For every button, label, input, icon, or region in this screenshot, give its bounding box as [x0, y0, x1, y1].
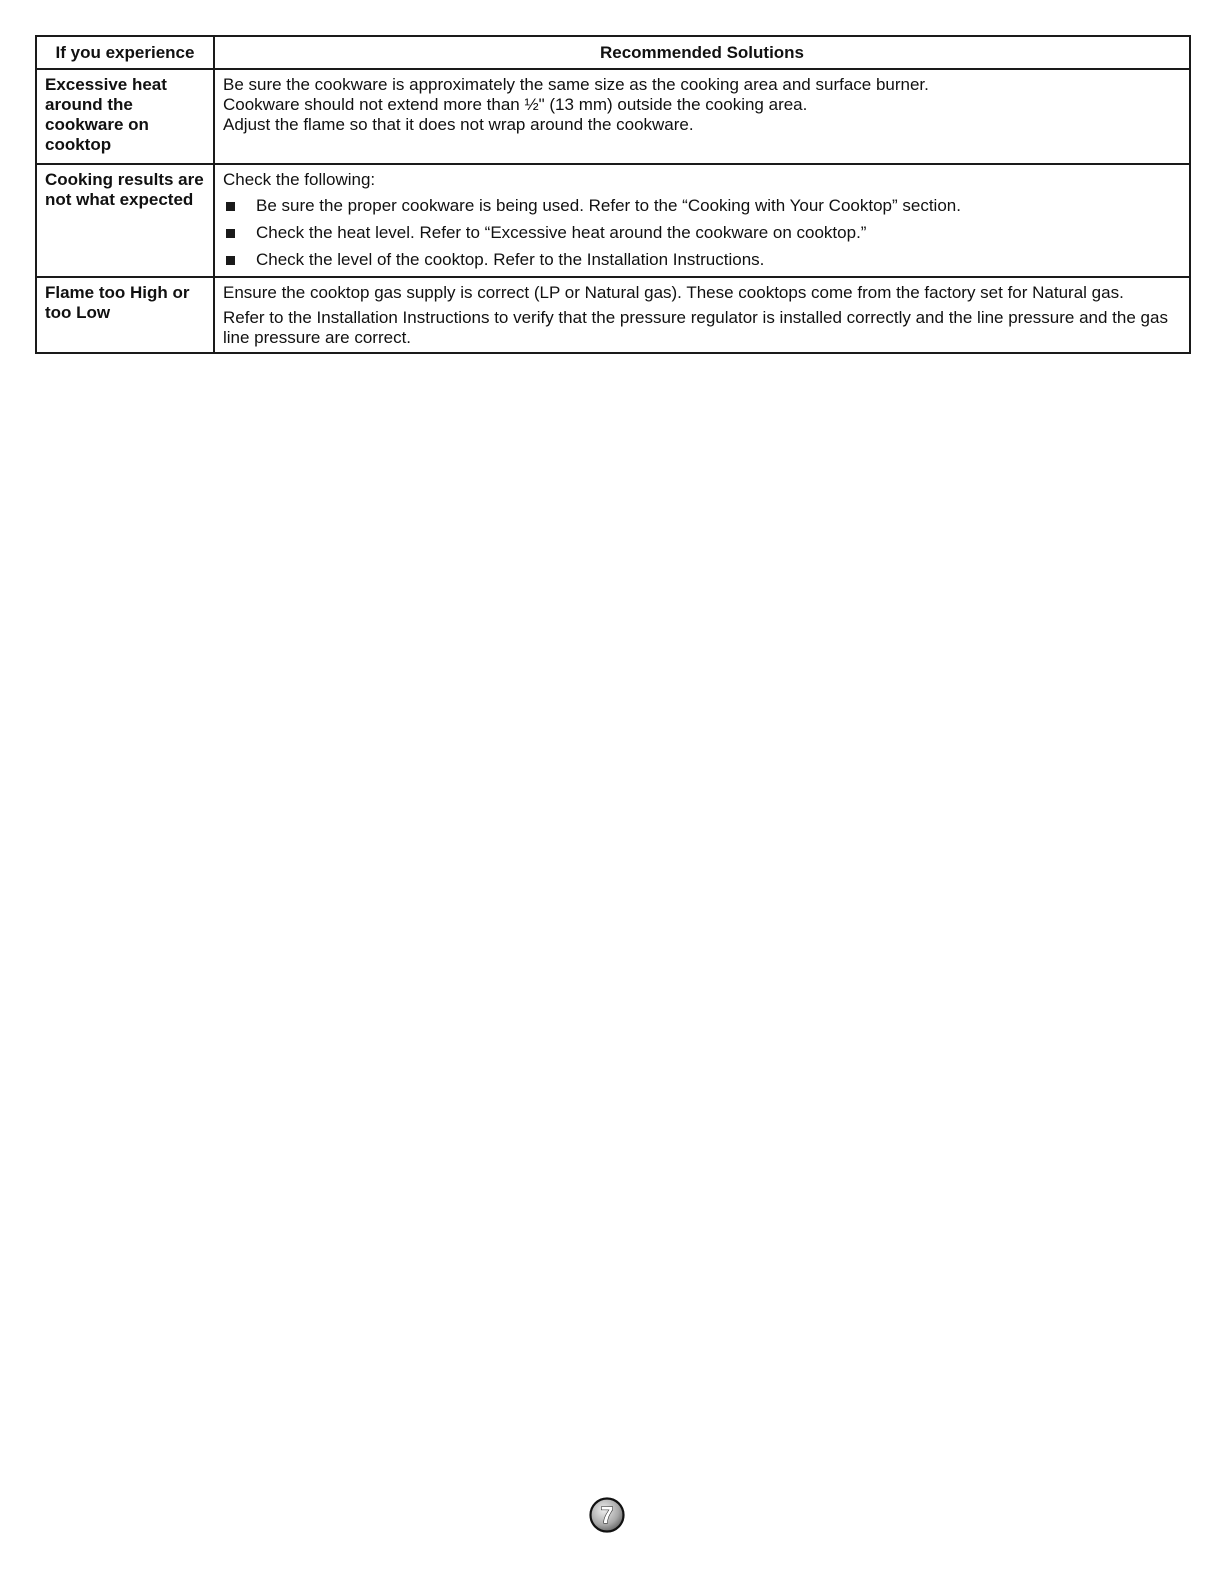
table-header-row — [36, 36, 1190, 69]
solution-line: Cookware should not extend more than ½" (13 mm) outside the cooking area. — [223, 95, 808, 114]
list-item — [223, 223, 1179, 243]
problem-excessive-heat: Excessive heat around the cookware on cooktop — [36, 69, 214, 164]
table-row — [36, 164, 1190, 277]
solution-cooking-results — [214, 164, 1190, 277]
solution-line: Adjust the flame so that it does not wrap around the cookware. — [223, 115, 694, 134]
page-number-badge — [589, 1497, 625, 1533]
list-item — [223, 250, 1179, 270]
problem-cooking-results: Cooking results are not what expected — [36, 164, 214, 277]
solution-line: Be sure the cookware is approximately the same size as the cooking area and surface burner. — [223, 75, 929, 94]
table-row — [36, 277, 1190, 353]
bullet-list — [223, 196, 1179, 270]
problem-flame-level: Flame too High or too Low — [36, 277, 214, 353]
header-solution: Recommended Solutions — [214, 36, 1190, 69]
header-problem: If you experience — [36, 36, 214, 69]
page-number: 7 — [600, 1502, 614, 1528]
solution-excessive-heat — [214, 69, 1190, 164]
bullet-text: Check the level of the cooktop. Refer to the Installation Instructions. — [256, 250, 765, 269]
square-bullet-icon — [226, 202, 235, 211]
list-item — [223, 196, 1179, 216]
table-row — [36, 69, 1190, 164]
bullet-text: Be sure the proper cookware is being used. Refer to the “Cooking with Your Cooktop” section. — [256, 196, 961, 215]
solution-flame-level — [214, 277, 1190, 353]
bullet-text: Check the heat level. Refer to “Excessive heat around the cookware on cooktop.” — [256, 223, 867, 242]
square-bullet-icon — [226, 229, 235, 238]
solution-intro: Check the following: — [223, 170, 376, 189]
square-bullet-icon — [226, 256, 235, 265]
troubleshooting-table — [35, 35, 1191, 354]
solution-paragraph: Refer to the Installation Instructions to verify that the pressure regulator is installed correctly and the line pressure and the gas line pressure are correct. — [223, 308, 1168, 347]
solution-paragraph: Ensure the cooktop gas supply is correct (LP or Natural gas). These cooktops come from the factory set for Natural gas. — [223, 283, 1124, 302]
